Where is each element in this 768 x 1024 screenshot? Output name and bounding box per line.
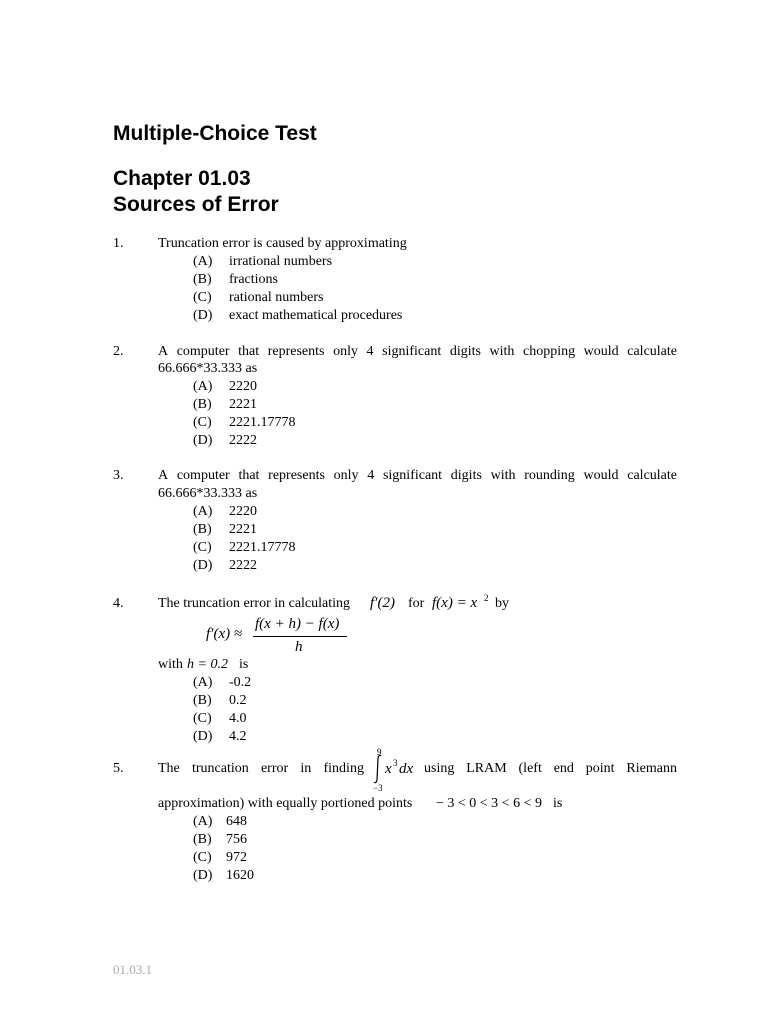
approximation-numerator: f(x + h) − f(x) <box>255 616 340 632</box>
question-text: Truncation error is caused by approximating <box>158 236 407 251</box>
question-text-continued: 66.666*33.333 as <box>158 361 258 376</box>
approximation-denominator: h <box>295 639 303 655</box>
option-label: (A) <box>193 254 213 269</box>
option-text: 2221 <box>229 522 257 537</box>
question-number: 1. <box>113 236 124 251</box>
question-number: 5. <box>113 761 124 776</box>
option-label: (C) <box>193 711 212 726</box>
option-text: 2221.17778 <box>229 540 296 555</box>
option-text: 2221.17778 <box>229 415 296 430</box>
points-expression: − 3 < 0 < 3 < 6 < 9 <box>436 796 542 811</box>
option-label: (B) <box>193 272 212 287</box>
option-label: (A) <box>193 814 213 829</box>
option-text: 4.2 <box>229 729 247 744</box>
question-text: A computer that represents only 4 significant digits with rounding would calculate <box>158 468 677 483</box>
question-text-continued: approximation) with equally portioned points <box>158 796 413 811</box>
derivative-expression: f′(2) <box>370 595 395 611</box>
question-text-with: with <box>158 657 183 672</box>
function-expression: f(x) = x <box>432 595 478 611</box>
option-label: (D) <box>193 308 213 323</box>
option-label: (D) <box>193 729 213 744</box>
option-label: (D) <box>193 868 213 883</box>
option-text: 2220 <box>229 504 257 519</box>
option-text: 2222 <box>229 433 257 448</box>
option-label: (C) <box>193 290 212 305</box>
option-label: (A) <box>193 379 213 394</box>
question-text: The truncation error in calculating <box>158 596 351 611</box>
option-text: 2221 <box>229 397 257 412</box>
option-label: (D) <box>193 433 213 448</box>
option-text: 2222 <box>229 558 257 573</box>
question-number: 3. <box>113 468 124 483</box>
chapter-title: Chapter 01.03 <box>113 167 251 190</box>
option-text: 2220 <box>229 379 257 394</box>
question-text-is: is <box>239 657 249 672</box>
option-text: 1620 <box>226 868 254 883</box>
option-label: (B) <box>193 832 212 847</box>
fraction-bar <box>253 636 347 637</box>
h-value-expression: h = 0.2 <box>187 657 228 672</box>
test-title: Multiple-Choice Test <box>113 122 317 145</box>
approximation-lhs: f′(x) ≈ <box>206 626 243 642</box>
option-label: (C) <box>193 540 212 555</box>
question-text-is: is <box>553 796 563 811</box>
question-number: 4. <box>113 596 124 611</box>
question-text: A computer that represents only 4 significant digits with chopping would calculate <box>158 344 677 359</box>
option-text: 0.2 <box>229 693 247 708</box>
option-text: 648 <box>226 814 247 829</box>
option-label: (A) <box>193 675 213 690</box>
option-text: exact mathematical procedures <box>229 308 403 323</box>
question-number: 2. <box>113 344 124 359</box>
option-text: fractions <box>229 272 278 287</box>
question-text-part-a: The truncation error in finding <box>158 761 364 776</box>
integral-upper-limit: 9 <box>377 747 382 757</box>
function-exponent: 2 <box>484 593 489 603</box>
option-label: (C) <box>193 850 212 865</box>
option-label: (D) <box>193 558 213 573</box>
option-label: (B) <box>193 522 212 537</box>
option-label: (A) <box>193 504 213 519</box>
integrand-exponent: 3 <box>393 758 398 768</box>
question-text-for: for <box>408 596 425 611</box>
option-label: (C) <box>193 415 212 430</box>
option-text: irrational numbers <box>229 254 333 269</box>
page-number: 01.03.1 <box>113 962 152 977</box>
option-text: 756 <box>226 832 247 847</box>
option-label: (B) <box>193 693 212 708</box>
integral-sign-icon <box>372 754 384 784</box>
question-text-continued: 66.666*33.333 as <box>158 486 258 501</box>
option-text: -0.2 <box>229 675 252 690</box>
option-text: 4.0 <box>229 711 247 726</box>
integral-lower-limit: −3 <box>373 783 383 793</box>
integral-differential: dx <box>399 761 414 777</box>
question-text-part-b: using LRAM (left end point Riemann <box>424 761 677 776</box>
chapter-subtitle: Sources of Error <box>113 193 279 216</box>
integrand: x <box>385 761 392 777</box>
option-text: 972 <box>226 850 247 865</box>
option-label: (B) <box>193 397 212 412</box>
option-text: rational numbers <box>229 290 324 305</box>
question-text-by: by <box>495 596 509 611</box>
